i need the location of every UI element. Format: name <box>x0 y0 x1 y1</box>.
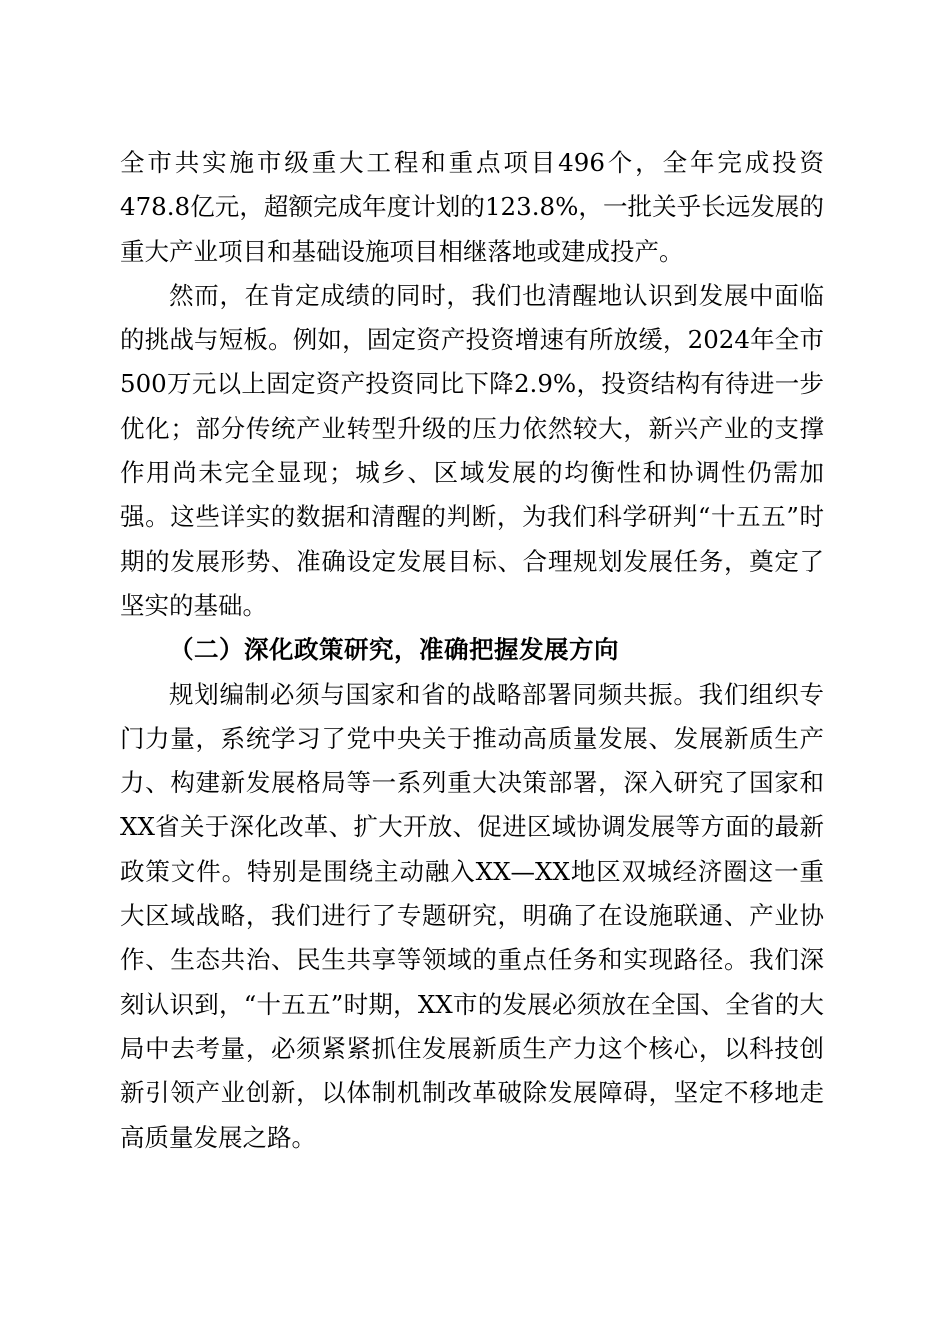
body-paragraph-2: 然而，在肯定成绩的同时，我们也清醒地认识到发展中面临的挑战与短板。例如，固定资产投资增速有所放缓，2024年全市500万元以上固定资产投资同比下降2.9%，投资结构有待进一步优化；部分传统产业转型升级的压力依然较大，新兴产业的支撑作用尚未完全显现；城乡、区域发展的均衡性和协调性仍需加强。这些详实的数据和清醒的判断，为我们科学研判“十五五”时期的发展形势、准确设定发展目标、合理规划发展任务，奠定了坚实的基础。 <box>120 280 824 620</box>
section-heading: （二）深化政策研究，准确把握发展方向 <box>169 635 619 665</box>
body-paragraph-1: 全市共实施市级重大工程和重点项目496个，全年完成投资478.8亿元，超额完成年度计划的123.8%，一批关乎长远发展的重大产业项目和基础设施项目相继落地或建成投产。 <box>120 148 824 266</box>
document-page <box>120 141 824 1160</box>
body-paragraph-3: 规划编制必须与国家和省的战略部署同频共振。我们组织专门力量，系统学习了党中央关于推动高质量发展、发展新质生产力、构建新发展格局等一系列重大决策部署，深入研究了国家和XX省关于深化改革、扩大开放、促进区域协调发展等方面的最新政策文件。特别是围绕主动融入XX—XX地区双城经济圈这一重大区域战略，我们进行了专题研究，明确了在设施联通、产业协作、生态共治、民生共享等领域的重点任务和实现路径。我们深刻认识到，“十五五”时期，XX市的发展必须放在全国、全省的大局中去考量，必须紧紧抓住发展新质生产力这个核心，以科技创新引领产业创新，以体制机制改革破除发展障碍，坚定不移地走高质量发展之路。 <box>120 679 824 1152</box>
